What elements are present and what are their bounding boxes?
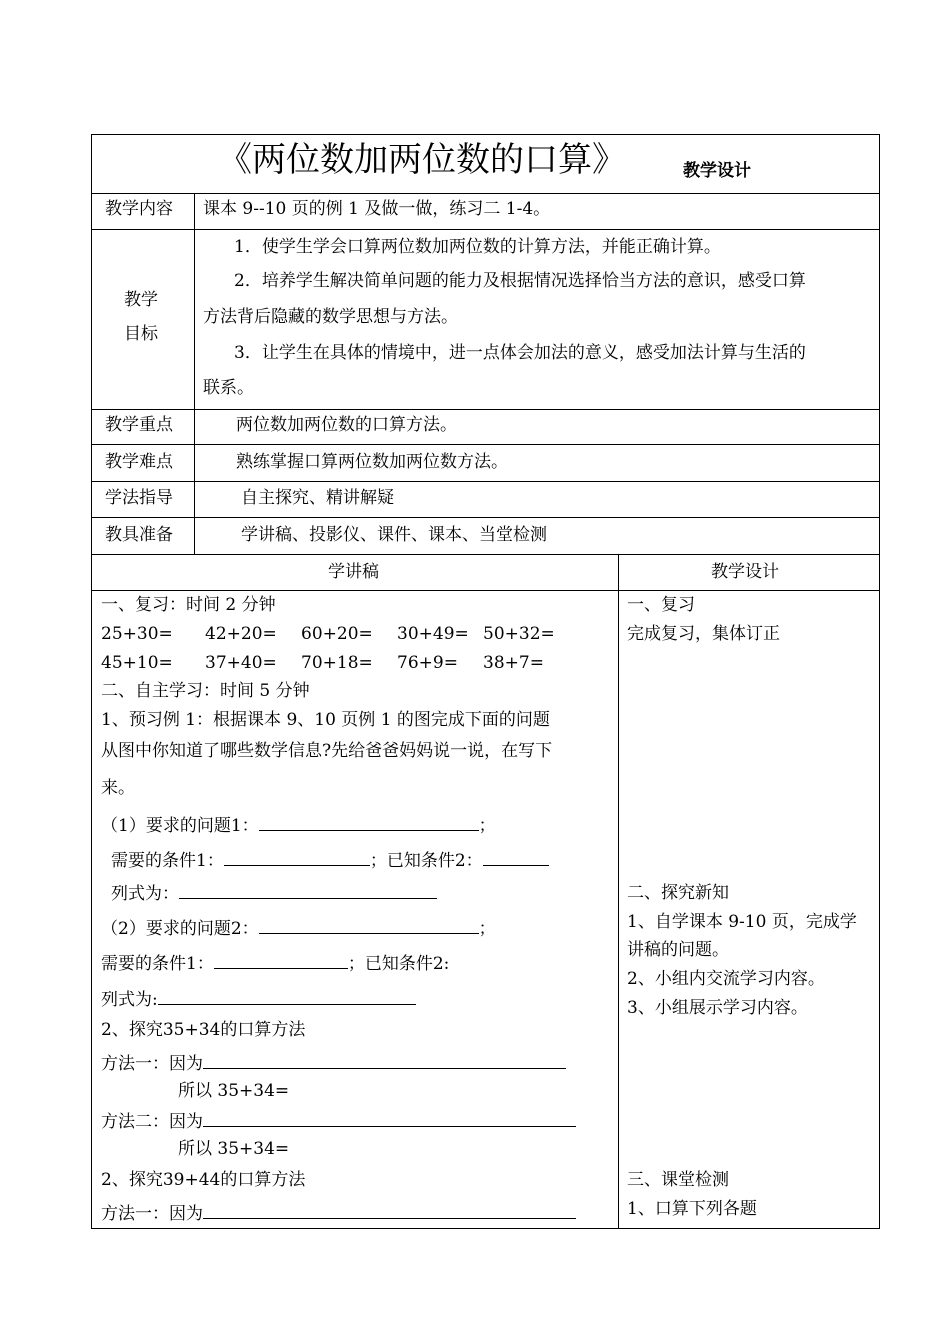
goal-3-line2: 联系。 bbox=[203, 378, 254, 398]
answer-blank[interactable] bbox=[224, 847, 370, 866]
goal-2-line2: 方法背后隐藏的数学思想与方法。 bbox=[203, 307, 458, 327]
question-2-formula: 列式为: bbox=[101, 986, 416, 1012]
exercise-item: 76+9= bbox=[397, 653, 458, 673]
page-title: 《两位数加两位数的口算》 bbox=[218, 140, 626, 180]
difficulty-value: 熟练掌握口算两位数加两位数方法。 bbox=[236, 452, 508, 472]
key-value: 两位数加两位数的口算方法。 bbox=[236, 415, 457, 435]
design-explore-step1-line1: 1、自学课本 9-10 页，完成学 bbox=[627, 912, 857, 932]
row-divider bbox=[91, 481, 880, 482]
row-divider bbox=[91, 229, 880, 230]
key-label: 教学重点 bbox=[105, 415, 173, 435]
goal-label-line2: 目标 bbox=[124, 324, 158, 344]
preview-instruction: 1、预习例 1：根据课本 9、10 页例 1 的图完成下面的问题 bbox=[101, 710, 550, 730]
exercise-item: 60+20= bbox=[301, 624, 373, 644]
design-explore: 二、探究新知 bbox=[627, 883, 729, 903]
content-value: 课本 9--10 页的例 1 及做一做，练习二 1-4。 bbox=[203, 199, 551, 219]
explore-39-44-title: 2、探究39+44的口算方法 bbox=[101, 1170, 306, 1190]
design-explore-step1-line2: 讲稿的问题。 bbox=[627, 940, 729, 960]
question-1-label: （1）要求的问题1： ； bbox=[101, 812, 496, 838]
design-explore-step2: 2、小组内交流学习内容。 bbox=[627, 969, 825, 989]
goal-label-line1: 教学 bbox=[124, 290, 158, 310]
answer-blank[interactable] bbox=[179, 880, 437, 899]
tools-label: 教具准备 bbox=[105, 525, 173, 545]
exercise-item: 25+30= bbox=[101, 624, 173, 644]
method-1-because-2: 方法一：因为 bbox=[101, 1200, 576, 1226]
explore-35-34-title: 2、探究35+34的口算方法 bbox=[101, 1020, 306, 1040]
answer-blank[interactable] bbox=[203, 1108, 576, 1127]
question-2-label: （2）要求的问题2： ； bbox=[101, 915, 496, 941]
goal-3-line1: 3．让学生在具体的情境中，进一点体会加法的意义，感受加法计算与生活的 bbox=[234, 343, 806, 363]
method-2-because: 方法二：因为 bbox=[101, 1108, 576, 1134]
exercise-item: 42+20= bbox=[205, 624, 277, 644]
question-1-conditions: 需要的条件1： ；已知条件2： bbox=[111, 847, 549, 873]
method-1-therefore: 所以 35+34= bbox=[178, 1081, 290, 1101]
exercise-item: 38+7= bbox=[483, 653, 544, 673]
row-divider bbox=[91, 554, 880, 555]
method-value: 自主探究、精讲解疑 bbox=[241, 488, 394, 508]
goal-1: 1．使学生学会口算两位数加两位数的计算方法，并能正确计算。 bbox=[234, 237, 721, 257]
exercise-item: 30+49= bbox=[397, 624, 469, 644]
goal-2-line1: 2．培养学生解决简单问题的能力及根据情况选择恰当方法的意识，感受口算 bbox=[234, 271, 806, 291]
difficulty-label: 教学难点 bbox=[105, 452, 173, 472]
exercise-item: 70+18= bbox=[301, 653, 373, 673]
row-divider bbox=[91, 517, 880, 518]
page-subtitle: 教学设计 bbox=[683, 161, 751, 181]
answer-blank[interactable] bbox=[203, 1050, 566, 1069]
content-label: 教学内容 bbox=[105, 199, 173, 219]
answer-blank[interactable] bbox=[259, 915, 479, 934]
review-title: 一、复习：时间 2 分钟 bbox=[101, 595, 276, 615]
answer-blank[interactable] bbox=[214, 950, 348, 969]
design-explore-step3: 3、小组展示学习内容。 bbox=[627, 998, 808, 1018]
info-question-line2: 来。 bbox=[101, 778, 135, 798]
design-review-desc: 完成复习，集体订正 bbox=[627, 624, 780, 644]
question-2-conditions: 需要的条件1： ；已知条件2: bbox=[101, 950, 449, 976]
row-divider bbox=[91, 193, 880, 194]
design-review: 一、复习 bbox=[627, 595, 695, 615]
left-column-header: 学讲稿 bbox=[328, 562, 379, 582]
design-check: 三、课堂检测 bbox=[627, 1170, 729, 1190]
question-1-formula: 列式为： bbox=[111, 880, 437, 906]
row-divider bbox=[91, 409, 880, 410]
exercise-item: 50+32= bbox=[483, 624, 555, 644]
exercise-item: 45+10= bbox=[101, 653, 173, 673]
tools-value: 学讲稿、投影仪、课件、课本、当堂检测 bbox=[241, 525, 547, 545]
method-2-therefore: 所以 35+34= bbox=[178, 1139, 290, 1159]
label-column-divider bbox=[194, 193, 195, 554]
answer-blank[interactable] bbox=[203, 1200, 576, 1219]
self-study-title: 二、自主学习：时间 5 分钟 bbox=[101, 681, 310, 701]
right-column-header: 教学设计 bbox=[711, 562, 779, 582]
answer-blank[interactable] bbox=[483, 847, 549, 866]
answer-blank[interactable] bbox=[259, 812, 479, 831]
method-1-because: 方法一：因为 bbox=[101, 1050, 566, 1076]
main-column-divider bbox=[618, 554, 619, 1229]
row-divider bbox=[91, 590, 880, 591]
answer-blank[interactable] bbox=[158, 986, 416, 1005]
method-label: 学法指导 bbox=[105, 488, 173, 508]
info-question-line1: 从图中你知道了哪些数学信息?先给爸爸妈妈说一说，在写下 bbox=[101, 741, 553, 761]
row-divider bbox=[91, 444, 880, 445]
exercise-item: 37+40= bbox=[205, 653, 277, 673]
design-check-step1: 1、口算下列各题 bbox=[627, 1199, 757, 1219]
